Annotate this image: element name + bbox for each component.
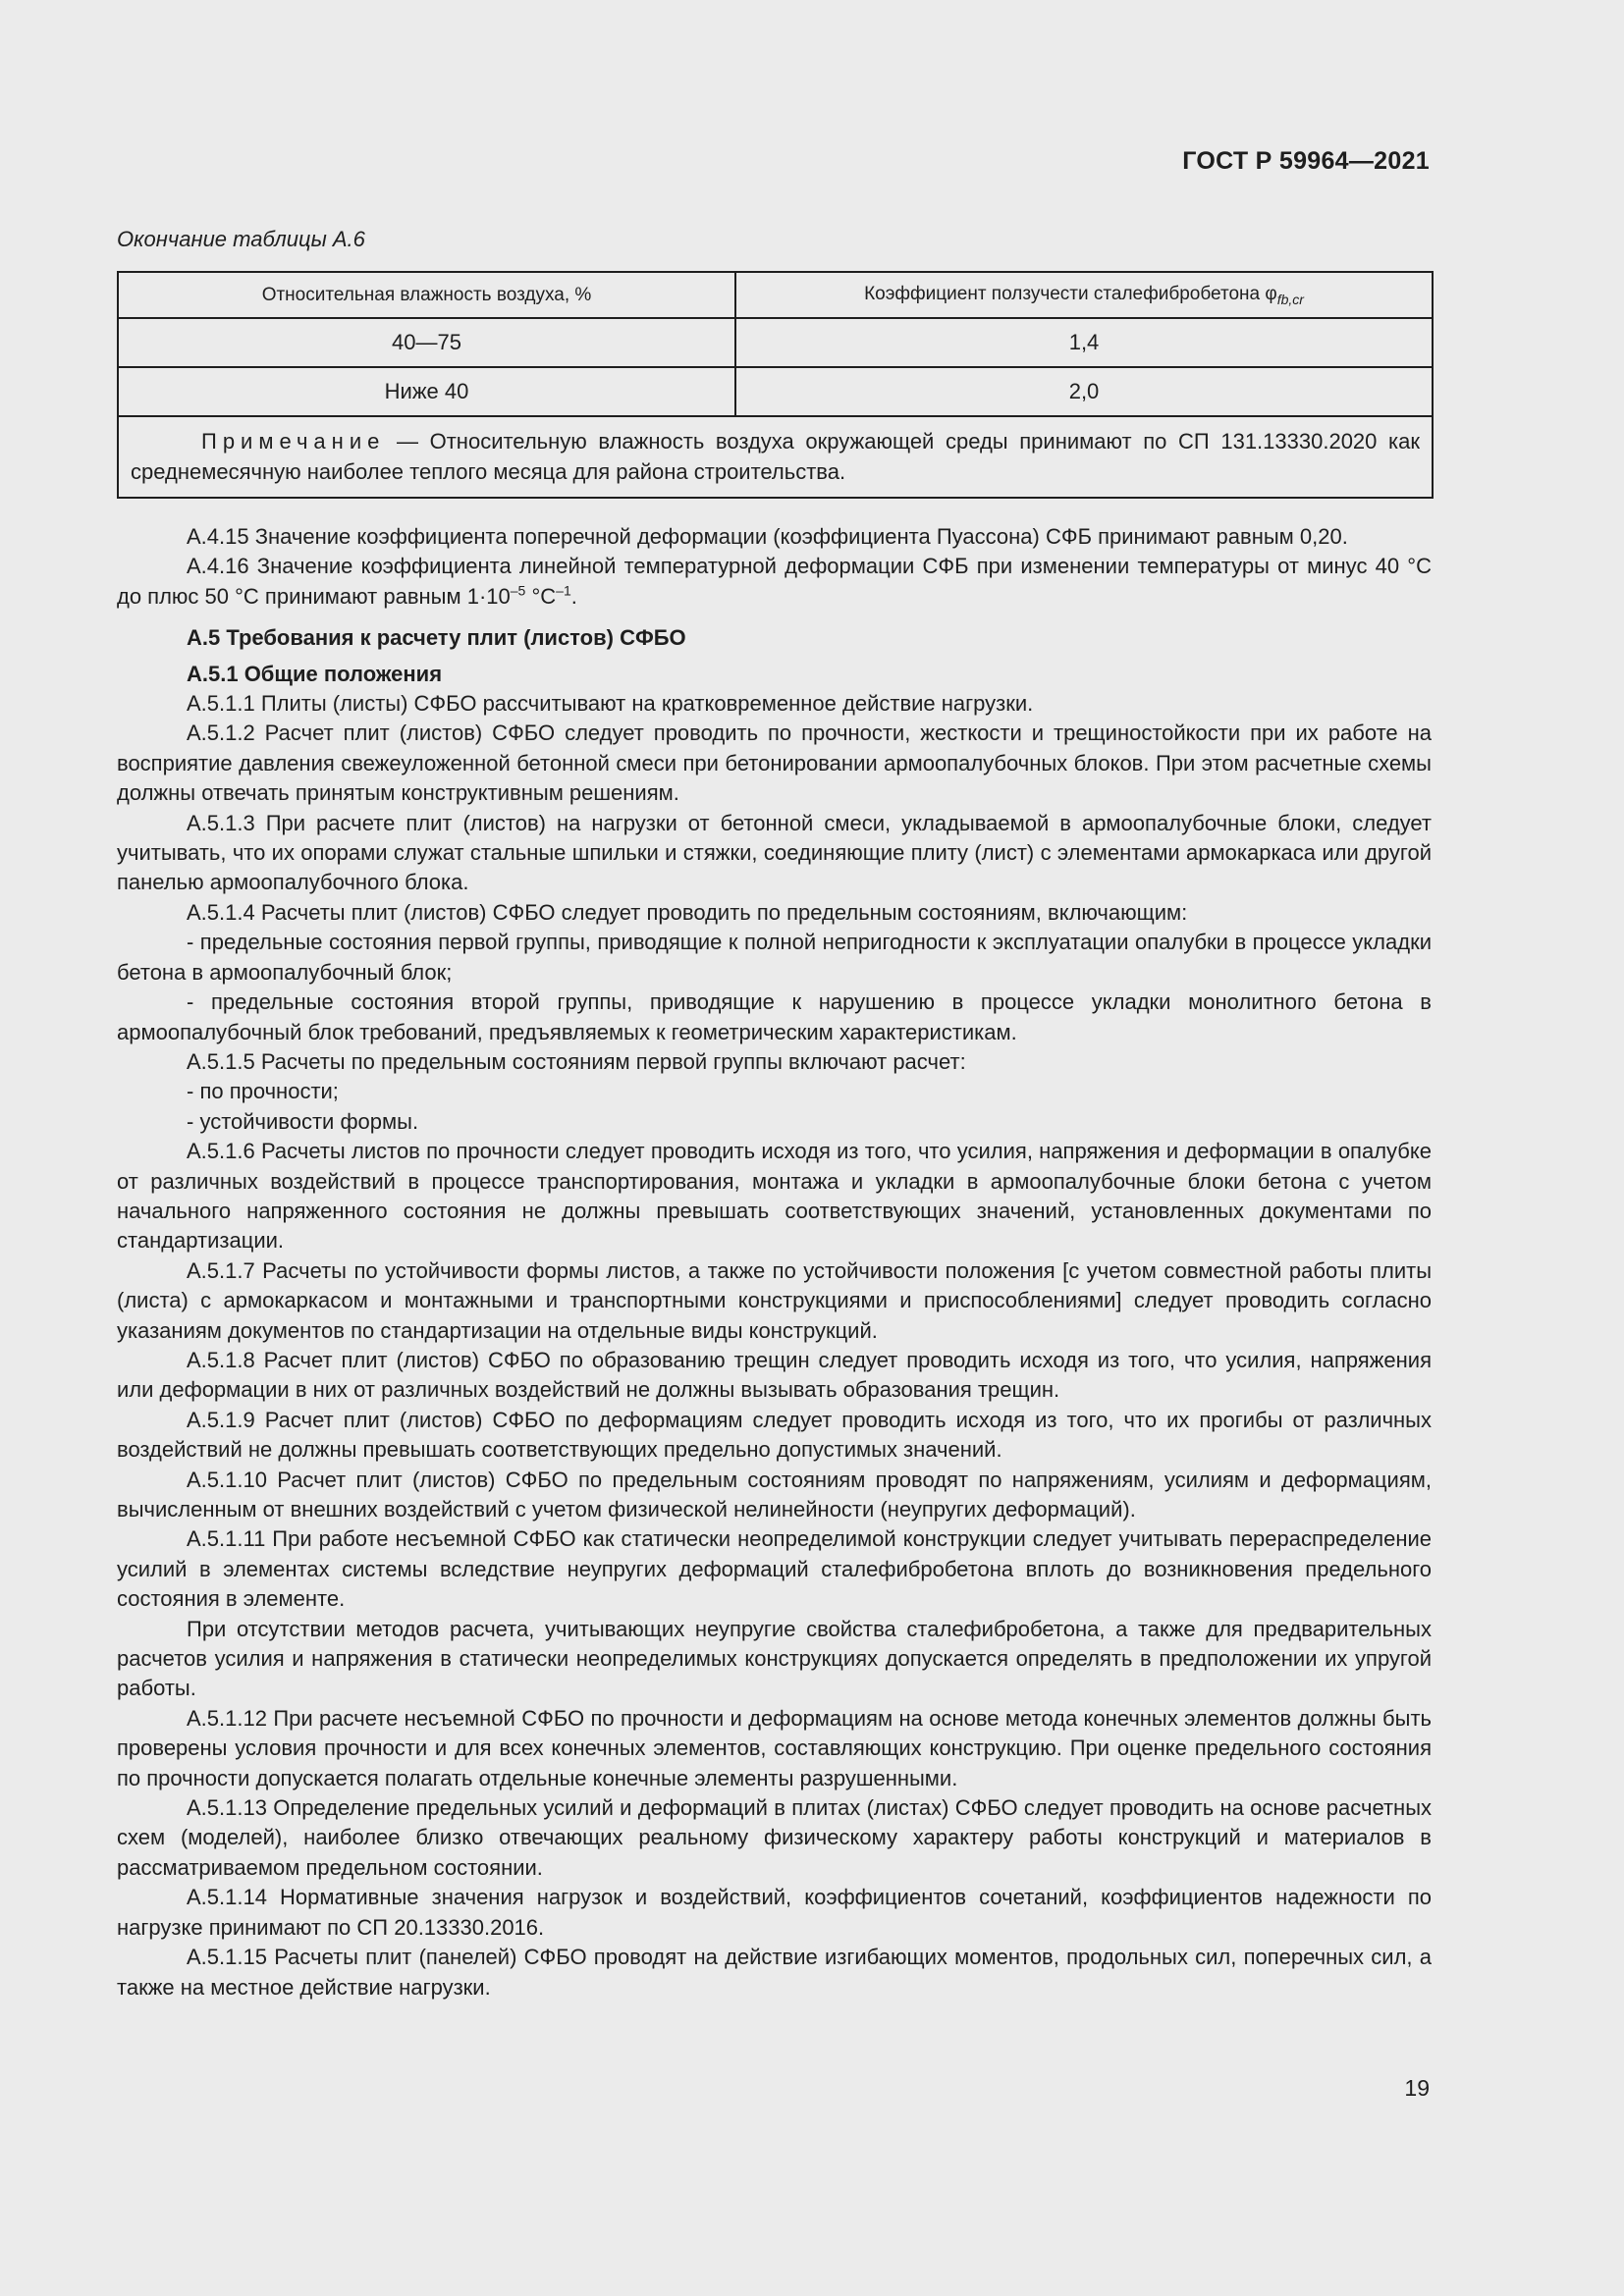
- cell-humidity: Ниже 40: [118, 367, 735, 416]
- header-humidity: Относительная влажность воздуха, %: [118, 272, 735, 318]
- paragraph-a5-1-9: А.5.1.9 Расчет плит (листов) СФБО по деформациям следует проводить исходя из того, что их прогибы от различных воздействий не должны превышать соответствующих предельно допустимых значений.: [117, 1407, 1432, 1463]
- paragraph-a4-16: А.4.16 Значение коэффициента линейной температурной деформации СФБ при изменении температуры от минус 40 °С до плюс 50 °С принимают равным $1\cdot 10^{-5}$ $^\circ С^{-1}$.: [117, 554, 1432, 609]
- paragraph-a5-1-11-b: При отсутствии методов расчета, учитывающих неупругие свойства сталефибробетона, а также для предварительных расчетов усилия и напряжения в статически неопределимых конструкциях допускается определять в предположении их упругой работы.: [117, 1616, 1432, 1701]
- paragraph-a5-1-10: А.5.1.10 Расчет плит (листов) СФБО по предельным состояниям проводят по напряжениям, усилиям и деформациям, вычисленным от внешних воздействий с учетом физической нелинейности (неупругих деформаций).: [117, 1467, 1432, 1522]
- list-item: - устойчивости формы.: [187, 1108, 419, 1134]
- page-number: 19: [1404, 2075, 1430, 2101]
- list-item: - предельные состояния второй группы, приводящие к нарушению в процессе укладки монолитного бетона в армоопалубочный блок требований, предъявляемых к геометрическим характеристикам.: [117, 989, 1432, 1044]
- table-caption: Окончание таблицы А.6: [117, 227, 365, 251]
- cell-coefficient: 2,0: [735, 367, 1433, 416]
- paragraph-a5-1-11: А.5.1.11 При работе несъемной СФБО как статически неопределимой конструкции следует учитывать перераспределение усилий в элементах системы вследствие неупругих деформаций сталефибробетона вплоть до возникновения предельного состояния в элементе.: [117, 1526, 1432, 1612]
- table-note: [118, 416, 1433, 498]
- table-note-row: [118, 416, 1433, 498]
- paragraph-a5-1-8: А.5.1.8 Расчет плит (листов) СФБО по образованию трещин следует проводить исходя из того, что усилия, напряжения или деформации в них от различных воздействий не должны вызывать образования трещин.: [117, 1347, 1432, 1403]
- note-label: Примечание: [201, 429, 386, 454]
- header-coefficient: Коэффициент ползучести сталефибробетона $\varphi_{fb,cr}$: [735, 272, 1433, 318]
- section-heading-a5-1: А.5.1 Общие положения: [187, 661, 443, 686]
- paragraph-a4-15: А.4.15 Значение коэффициента поперечной деформации (коэффициента Пуассона) СФБ принимают равным 0,20.: [187, 524, 1348, 549]
- list-item: - по прочности;: [187, 1079, 339, 1104]
- paragraph-a5-1-7: А.5.1.7 Расчеты по устойчивости формы листов, а также по устойчивости положения [с учетом совместной работы плиты (листа) с армокаркасом и монтажными и транспортными конструкциями и приспособлениями] следует проводить согласно указаниям документов по стандартизации на отдельные виды конструкций.: [117, 1257, 1432, 1343]
- section-heading-a5: А.5 Требования к расчету плит (листов) СФБО: [187, 625, 686, 651]
- note-text: — Относительную влажность воздуха окружающей среды принимают по СП 131.13330.2020 как среднемесячную наиболее теплого месяца для района строительства.: [131, 429, 1420, 484]
- paragraph-a5-1-14: А.5.1.14 Нормативные значения нагрузок и воздействий, коэффициентов сочетаний, коэффициентов надежности по нагрузке принимают по СП 20.13330.2016.: [117, 1885, 1432, 1940]
- paragraph-a5-1-6: А.5.1.6 Расчеты листов по прочности следует проводить исходя из того, что усилия, напряжения и деформации в опалубке от различных воздействий в процессе транспортирования, монтажа и укладки в армоопалубочные блоки бетона с учетом начального напряженного состояния не должны превышать соответствующих значений, установленных документами по стандартизации.: [117, 1139, 1432, 1254]
- paragraph-a5-1-3: А.5.1.3 При расчете плит (листов) на нагрузки от бетонной смеси, укладываемой в армоопалубочные блоки, следует учитывать, что их опорами служат стальные шпильки и стяжки, соединяющие плиту (лист) с элементами армокаркаса или другой панелью армоопалубочного блока.: [117, 810, 1432, 895]
- table-row: [118, 318, 1433, 367]
- coefficient-subscript: fb,cr: [1276, 291, 1304, 307]
- cell-humidity: 40—75: [118, 318, 735, 367]
- paragraph-a5-1-4: А.5.1.4 Расчеты плит (листов) СФБО следует проводить по предельным состояниям, включающим:: [187, 899, 1188, 925]
- table-header-row: [118, 272, 1433, 318]
- paragraph-a5-1-12: А.5.1.12 При расчете несъемной СФБО по прочности и деформациям на основе метода конечных элементов должны быть проверены условия прочности и для всех конечных элементов, составляющих конструкцию. При оценке предельного состояния по прочности допускается полагать отдельные конечные элементы разрушенными.: [117, 1705, 1432, 1790]
- creep-coefficient-table: [117, 271, 1434, 499]
- list-item: - предельные состояния первой группы, приводящие к полной непригодности к эксплуатации опалубки в процессе укладки бетона в армоопалубочный блок;: [117, 930, 1432, 985]
- paragraph-a5-1-5: А.5.1.5 Расчеты по предельным состояниям первой группы включают расчет:: [187, 1048, 966, 1074]
- paragraph-a5-1-15: А.5.1.15 Расчеты плит (панелей) СФБО проводят на действие изгибающих моментов, продольных сил, поперечных сил, а также на местное действие нагрузки.: [117, 1945, 1432, 2000]
- paragraph-a5-1-2: А.5.1.2 Расчет плит (листов) СФБО следует проводить по прочности, жесткости и трещиностойкости при их работе на восприятие давления свежеуложенной бетонной смеси при бетонировании армоопалубочных блоков. При этом расчетные схемы должны отвечать принятым конструктивным решениям.: [117, 721, 1432, 806]
- document-code: ГОСТ Р 59964—2021: [1182, 147, 1430, 175]
- cell-coefficient: 1,4: [735, 318, 1433, 367]
- paragraph-a5-1-1: А.5.1.1 Плиты (листы) СФБО рассчитывают на кратковременное действие нагрузки.: [187, 691, 1034, 717]
- body-text: [117, 522, 1432, 2002]
- table-row: [118, 367, 1433, 416]
- paragraph-a5-1-13: А.5.1.13 Определение предельных усилий и деформаций в плитах (листах) СФБО следует проводить на основе расчетных схем (моделей), наиболее близко отвечающих реальному физическому характеру работы конструкций и материалов в рассматриваемом предельном состоянии.: [117, 1795, 1432, 1880]
